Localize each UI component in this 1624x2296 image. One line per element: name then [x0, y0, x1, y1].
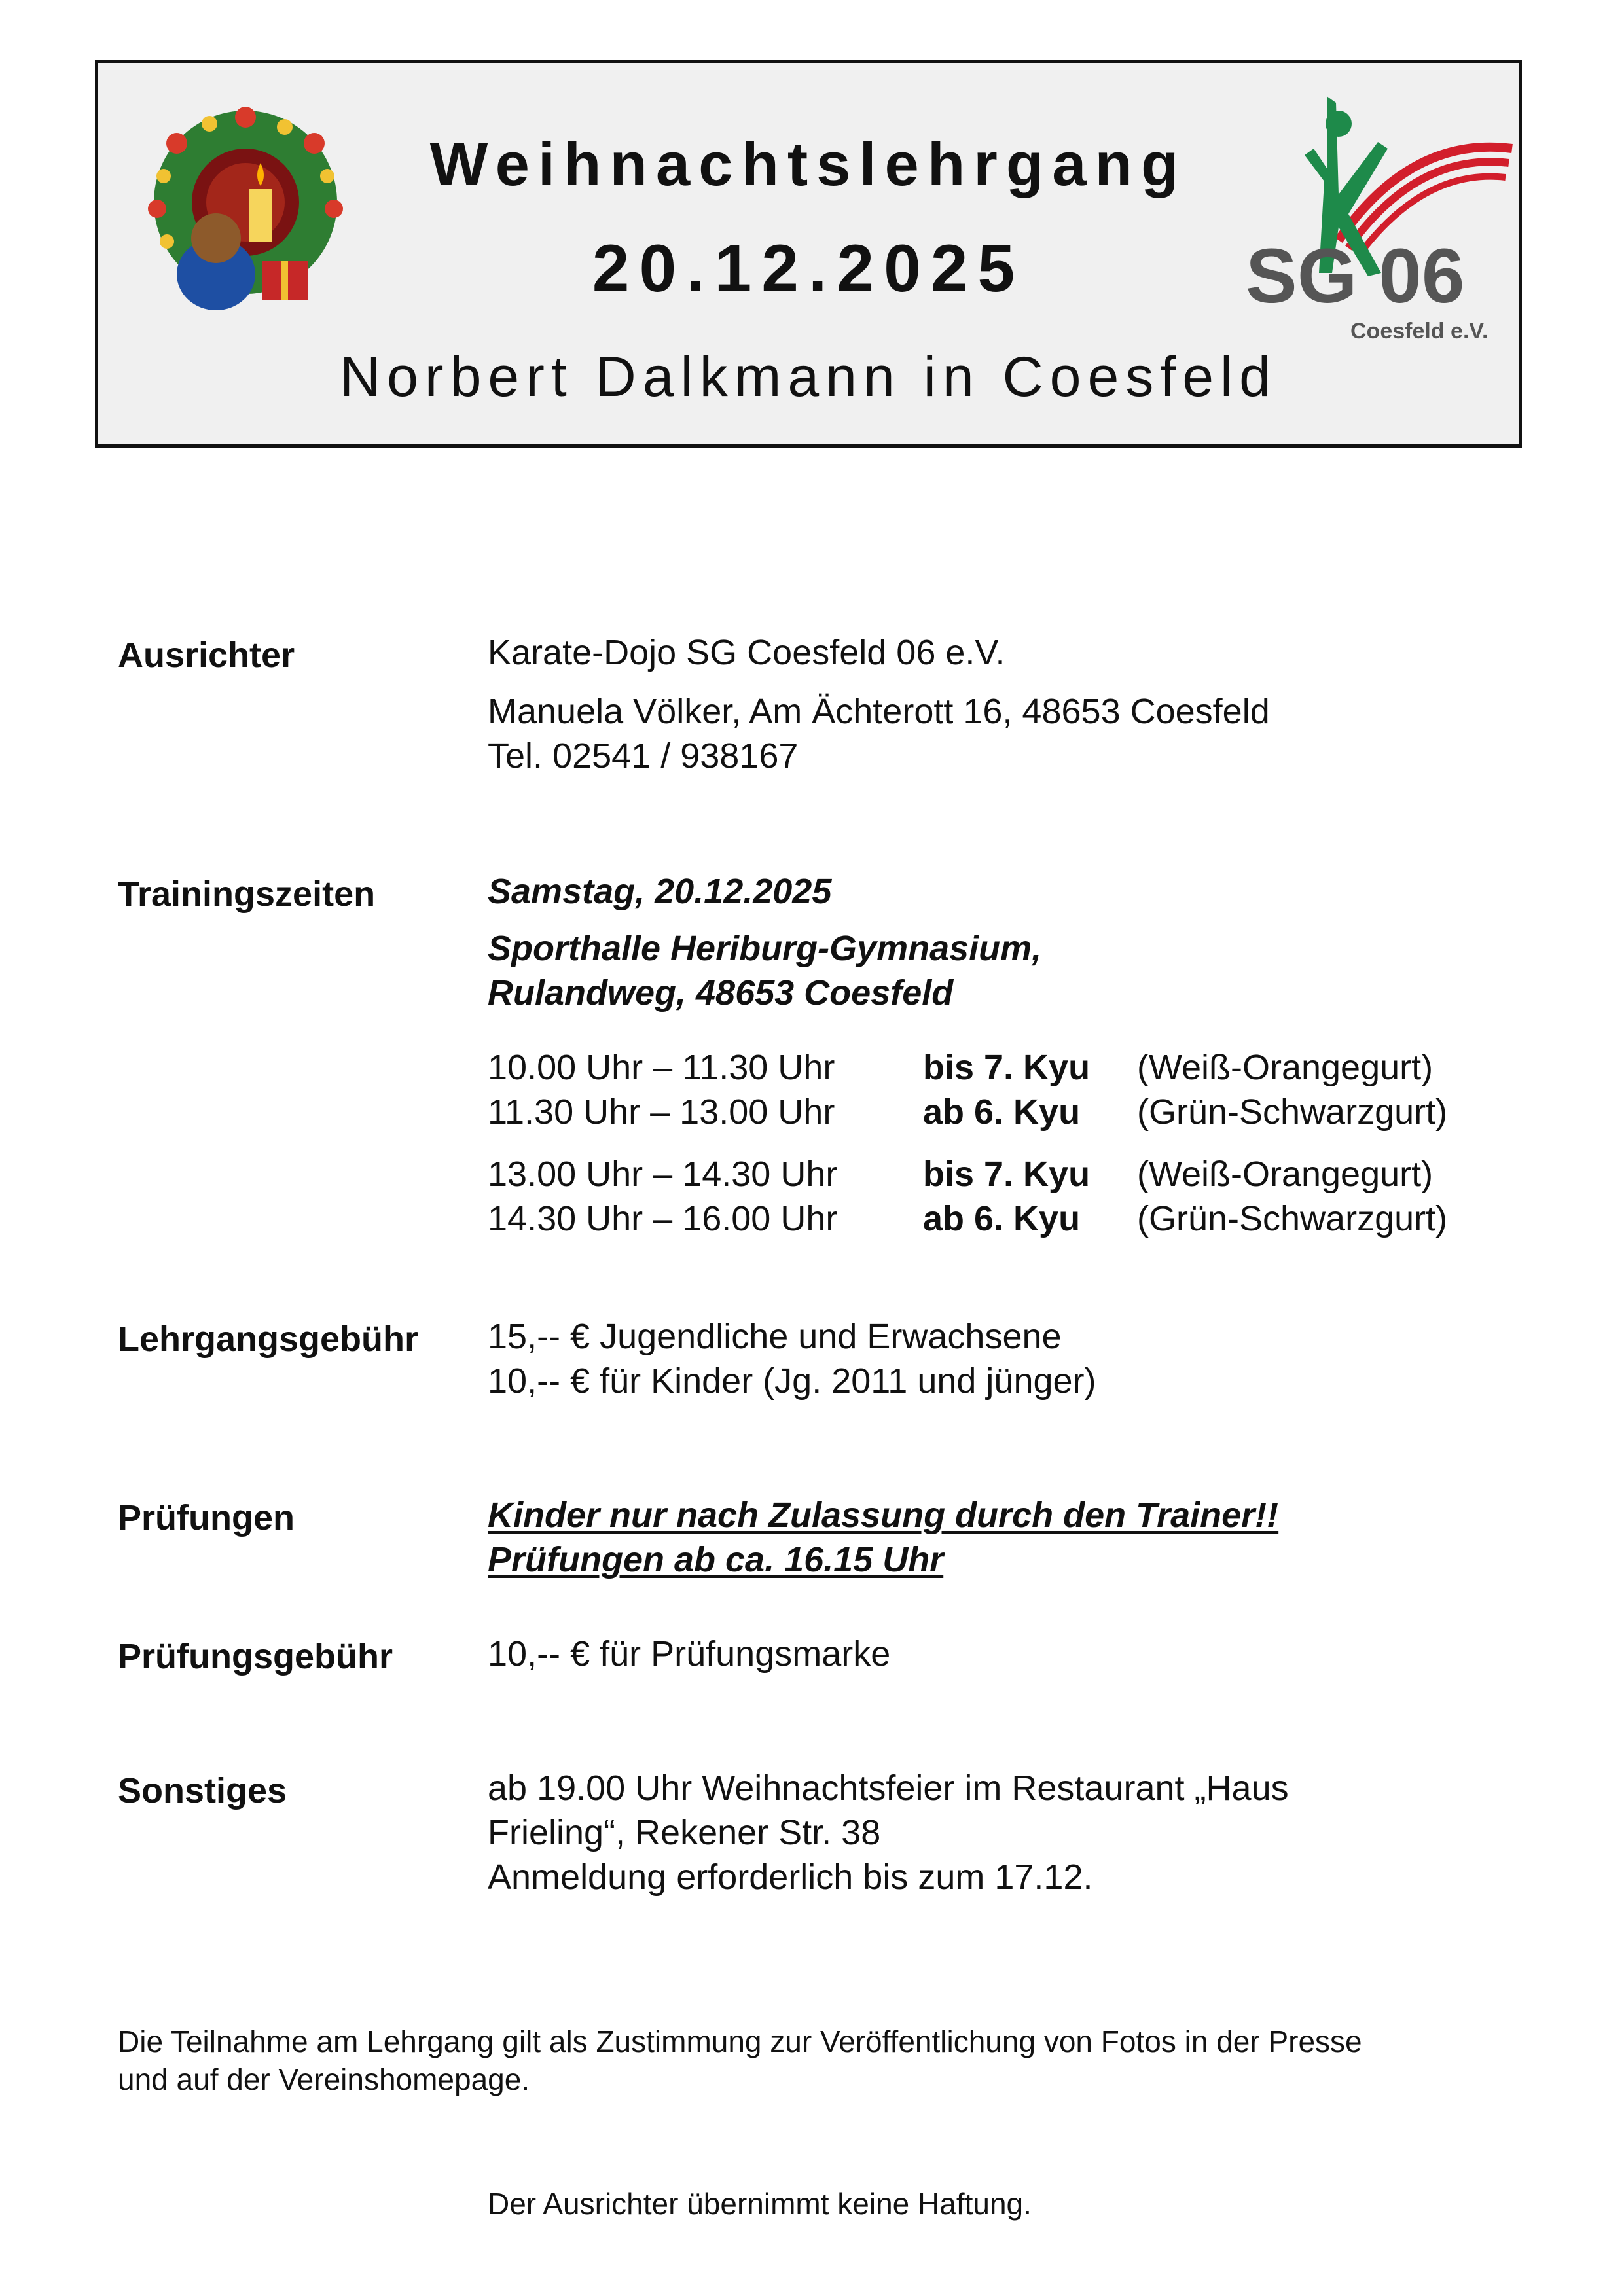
fee-values: [488, 1314, 1096, 1403]
session-belt: (Grün-Schwarzgurt): [1137, 1199, 1448, 1238]
exam-fee-label: Prüfungsgebühr: [118, 1637, 393, 1676]
misc-label: Sonstiges: [118, 1771, 287, 1810]
session-time: 14.30 Uhr – 16.00 Uhr: [488, 1199, 838, 1238]
note-line-1: Die Teilnahme am Lehrgang gilt als Zustimmung zur Veröffentlichung von Fotos in der Presse: [118, 2024, 1362, 2058]
session-level: bis 7. Kyu: [923, 1155, 1091, 1194]
session-belt: (Grün-Schwarzgurt): [1137, 1092, 1448, 1132]
session-level: bis 7. Kyu: [923, 1048, 1091, 1087]
photo-consent-note: [118, 2022, 1525, 2098]
exams-label: Prüfungen: [118, 1498, 295, 1537]
ausrichter-address: Manuela Völker, Am Ächterott 16, 48653 Coesfeld: [488, 692, 1270, 731]
ausrichter-org: Karate-Dojo SG Coesfeld 06 e.V.: [488, 633, 1005, 672]
club-logo: [1240, 77, 1515, 351]
session-level: ab 6. Kyu: [923, 1092, 1081, 1132]
misc-line-3: Anmeldung erforderlich bis zum 17.12.: [488, 1857, 1093, 1897]
exams-info: [488, 1493, 1278, 1582]
exam-fee-value: 10,-- € für Prüfungsmarke: [488, 1634, 891, 1674]
ausrichter-phone: Tel. 02541 / 938167: [488, 736, 799, 776]
session-time: 10.00 Uhr – 11.30 Uhr: [488, 1048, 835, 1087]
misc-line-1: ab 19.00 Uhr Weihnachtsfeier im Restaurant „Haus: [488, 1768, 1289, 1808]
fee-label: Lehrgangsgebühr: [118, 1319, 419, 1359]
misc-line-2: Frieling“, Rekener Str. 38: [488, 1813, 881, 1852]
fee-children: 10,-- € für Kinder (Jg. 2011 und jünger): [488, 1361, 1096, 1401]
venue-line-1: Sporthalle Heriburg-Gymnasium,: [488, 929, 1042, 968]
note-line-2: und auf der Vereinshomepage.: [118, 2062, 530, 2096]
liability-disclaimer: Der Ausrichter übernimmt keine Haftung.: [488, 2187, 1032, 2221]
ausrichter-contact: [488, 689, 1270, 778]
ausrichter-label: Ausrichter: [118, 636, 295, 675]
venue-line-2: Rulandweg, 48653 Coesfeld: [488, 973, 954, 1013]
logo-subtext: Coesfeld e.V.: [1350, 319, 1489, 344]
event-date: 20.12.2025: [592, 231, 1025, 306]
fee-adults: 15,-- € Jugendliche und Erwachsene: [488, 1317, 1062, 1356]
training-venue: [488, 926, 1041, 1015]
event-title: Weihnachtslehrgang: [429, 130, 1187, 198]
misc-info: [488, 1766, 1289, 1899]
session-time: 11.30 Uhr – 13.00 Uhr: [488, 1092, 835, 1132]
session-belt: (Weiß-Orangegurt): [1137, 1048, 1434, 1087]
exams-line-1: Kinder nur nach Zulassung durch den Trainer!!: [488, 1496, 1279, 1535]
session-level: ab 6. Kyu: [923, 1199, 1081, 1238]
training-label: Trainingszeiten: [118, 874, 376, 914]
event-subtitle: Norbert Dalkmann in Coesfeld: [340, 346, 1277, 408]
logo-text: SG 06: [1246, 233, 1465, 319]
session-time: 13.00 Uhr – 14.30 Uhr: [488, 1155, 838, 1194]
exams-line-2: Prüfungen ab ca. 16.15 Uhr: [488, 1540, 944, 1579]
session-belt: (Weiß-Orangegurt): [1137, 1155, 1434, 1194]
header-box: [95, 60, 1522, 448]
training-day: Samstag, 20.12.2025: [488, 872, 832, 911]
